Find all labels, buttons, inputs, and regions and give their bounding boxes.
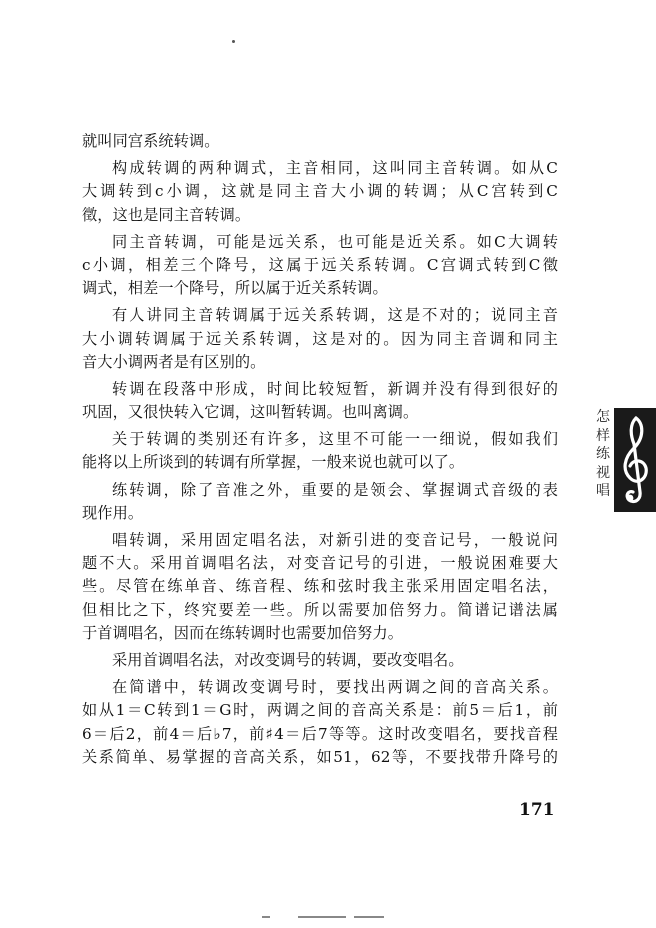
text-line: 在简谱中，转调改变调号时，要找出两调之间的音高关系。 xyxy=(112,678,558,697)
scan-speck xyxy=(232,40,235,43)
text-line: 但相比之下，终究要差一些。所以需要加倍努力。简谱记谱法属 xyxy=(82,600,558,619)
text-line: c小调，相差三个降号，这属于远关系转调。C宫调式转到C徵 xyxy=(82,255,558,274)
text-line: 有人讲同主音转调属于远关系转调，这是不对的；说同主音 xyxy=(112,306,558,325)
treble-clef-icon xyxy=(616,414,654,506)
side-tab-title xyxy=(592,408,614,501)
text-line: 唱转调，采用固定唱名法，对新引进的变音记号，一般说问 xyxy=(112,531,558,549)
text-line: 6＝后2，前4＝后♭7，前♯4＝后7等等。这时改变唱名，要找音程 xyxy=(82,724,558,743)
text-line: 现作用。 xyxy=(82,503,144,522)
text-line: 如从1＝C转到1＝G时，两调之间的音高关系是：前5＝后1，前 xyxy=(82,701,558,720)
side-tab-char: 视 xyxy=(596,464,610,481)
text-line: 构成转调的两种调式，主音相同，这叫同主音转调。如从C xyxy=(112,159,558,178)
text-line: 同主音转调，可能是远关系，也可能是近关系。如C大调转 xyxy=(112,232,558,251)
text-line: 练转调，除了音准之外，重要的是领会、掌握调式音级的表 xyxy=(112,480,558,499)
text-line: 大调转到c小调，这就是同主音大小调的转调；从C宫转到C xyxy=(82,182,558,201)
text-line: 转调在段落中形成，时间比较短暂，新调并没有得到很好的 xyxy=(112,379,558,398)
page-number: 171 xyxy=(519,800,555,820)
text-line: 能将以上所谈到的转调有所掌握，一般来说也就可以了。 xyxy=(82,453,465,472)
text-line: 些。尽管在练单音、练音程、练和弦时我主张采用固定唱名法， xyxy=(82,577,558,596)
side-tab-block xyxy=(614,408,656,512)
text-line: 音大小调两者是有区别的。 xyxy=(82,352,266,371)
text-line: 徵，这也是同主音转调。 xyxy=(82,205,251,224)
side-tab-char: 练 xyxy=(596,446,610,462)
text-line: 采用首调唱名法，对改变调号的转调，要改变唱名。 xyxy=(112,650,464,669)
text-line: 巩固，又很快转入它调，这叫暂转调。也叫离调。 xyxy=(82,403,419,422)
scan-marks xyxy=(262,916,402,920)
text-line: 关系简单、易掌握的音高关系，如51，62等，不要找带升降号的 xyxy=(82,747,558,766)
text-line: 大小调转调属于远关系转调，这是对的。因为同主音调和同主 xyxy=(82,329,558,348)
side-tab-char: 样 xyxy=(596,427,610,444)
chapter-side-tab xyxy=(592,408,656,512)
text-line: 于首调唱名，因而在练转调时也需要加倍努力。 xyxy=(82,623,404,642)
text-line: 调式，相差一个降号，所以属于近关系转调。 xyxy=(82,279,388,298)
body-text xyxy=(82,130,558,769)
side-tab-char: 怎 xyxy=(596,409,610,425)
text-line: 关于转调的类别还有许多，这里不可能一一细说，假如我们 xyxy=(112,430,558,449)
text-line: 题不大。采用首调唱名法，对变音记号的引进，一般说困难要大 xyxy=(82,554,558,573)
text-line: 就叫同宫系统转调。 xyxy=(82,132,220,150)
side-tab-char: 唱 xyxy=(596,483,610,499)
